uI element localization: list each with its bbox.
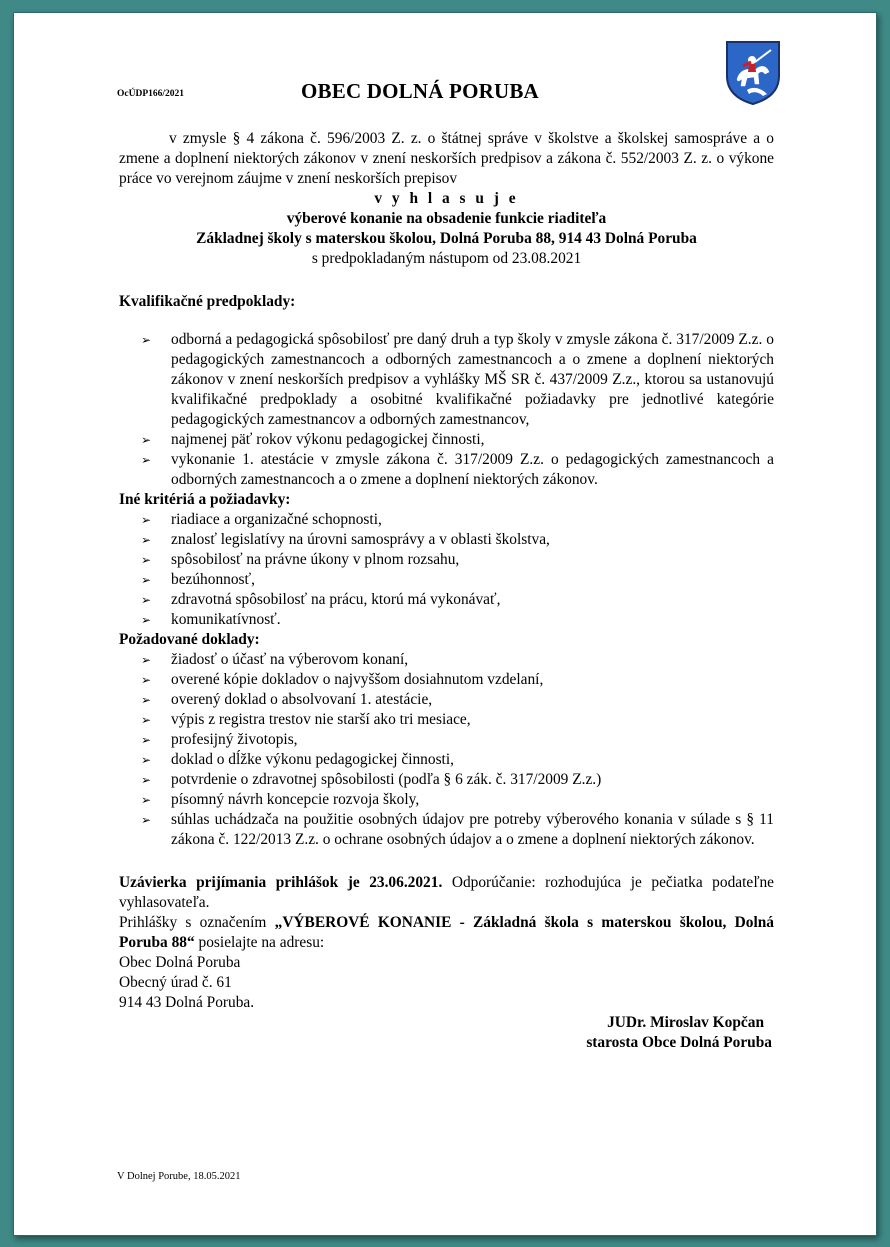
- list-item: ➢ doklad o dĺžke výkonu pedagogickej činnosti,: [119, 750, 774, 770]
- list-item: ➢ overený doklad o absolvovaní 1. atestácie,: [119, 690, 774, 710]
- heading-school: Základnej školy s materskou školou, Dolná Poruba 88, 914 43 Dolná Poruba: [196, 230, 697, 247]
- list-item: ➢ overené kópie dokladov o najvyššom dosiahnutom vzdelaní,: [119, 670, 774, 690]
- intro-paragraph: v zmysle § 4 zákona č. 596/2003 Z. z. o štátnej správe v školstve a školskej samospráve a o zmene a doplnení niektorých zákonov v znení neskorších predpisov a zákona č. 552/2003 Z. z. o výkone práce vo verejnom záujme v znení neskorších prepisov: [119, 130, 774, 187]
- submission-suffix: posielajte na adresu:: [194, 934, 325, 951]
- list-item: ➢ spôsobilosť na právne úkony v plnom rozsahu,: [119, 550, 774, 570]
- criteria-list: [119, 510, 774, 630]
- list-item: ➢ riadiace a organizačné schopnosti,: [119, 510, 774, 530]
- documents-heading: Požadované doklady:: [119, 631, 260, 648]
- submission-prefix: Prihlášky s označením: [119, 914, 275, 931]
- document-page: [13, 12, 877, 1236]
- list-item: ➢ znalosť legislatívy na úrovni samosprávy a v oblasti školstva,: [119, 530, 774, 550]
- signature-name: JUDr. Miroslav Kopčan: [607, 1014, 764, 1031]
- coat-of-arms-icon: [725, 40, 781, 106]
- list-item: ➢ komunikatívnosť.: [119, 610, 774, 630]
- deadline-paragraph: [119, 873, 774, 913]
- criteria-heading: Iné kritériá a požiadavky:: [119, 491, 291, 508]
- address-line: 914 43 Dolná Poruba.: [119, 994, 255, 1011]
- address-line: Obec Dolná Poruba: [119, 954, 241, 971]
- submission-paragraph: [119, 913, 774, 953]
- start-date: s predpokladaným nástupom od 23.08.2021: [311, 250, 582, 267]
- announces-text: v y h l a s u j e: [374, 190, 519, 207]
- list-item: ➢ bezúhonnosť,: [119, 570, 774, 590]
- signature-role: starosta Obce Dolná Poruba: [586, 1034, 772, 1051]
- list-item: ➢ odborná a pedagogická spôsobilosť pre daný druh a typ školy v zmysle zákona č. 317/2009 Z.z. o pedagogických zamestnancoch a odborných zamestnancoch a o zmene a doplnení niektorých zákonov v znení neskorších predpisov a vyhlášky MŠ SR č. 437/2009 Z.z., ktorou sa ustanovujú kvalifikačné predpoklady a osobitné kvalifikačné požiadavky pre jednotlivé kategórie pedagogických zamestnancov a odborných zamestnancov,: [119, 330, 774, 430]
- list-item: ➢ profesijný životopis,: [119, 730, 774, 750]
- list-item: ➢ výpis z registra trestov nie starší ako tri mesiace,: [119, 710, 774, 730]
- heading-position: výberové konanie na obsadenie funkcie riaditeľa: [286, 210, 607, 227]
- list-item: ➢ vykonanie 1. atestácie v zmysle zákona č. 317/2009 Z.z. o pedagogických zamestnancoch a odborných zamestnancoch a o zmene a doplnení niektorých zákonov.: [119, 450, 774, 490]
- reference-number: OcÚDP166/2021: [117, 89, 185, 99]
- list-item: ➢ najmenej päť rokov výkonu pedagogickej činnosti,: [119, 430, 774, 450]
- document-body: [119, 129, 774, 1053]
- documents-list: [119, 650, 774, 850]
- deadline-bold: Uzávierka prijímania prihlášok je 23.06.2021.: [119, 874, 443, 891]
- qualifications-list: [119, 330, 774, 490]
- page-title: OBEC DOLNÁ PORUBA: [301, 79, 539, 103]
- list-item: ➢ žiadosť o účasť na výberovom konaní,: [119, 650, 774, 670]
- place-date: V Dolnej Porube, 18.05.2021: [117, 1171, 241, 1182]
- deadline-rest: Odporúčanie: rozhodujúca je pečiatka podateľne vyhlasovateľa.: [119, 874, 774, 911]
- list-item: ➢ zdravotná spôsobilosť na prácu, ktorú má vykonávať,: [119, 590, 774, 610]
- qualifications-heading: Kvalifikačné predpoklady:: [119, 293, 296, 310]
- list-item: ➢ súhlas uchádzača na použitie osobných údajov pre potreby výberového konania v súlade s § 11 zákona č. 122/2013 Z.z. o ochrane osobných údajov a o zmene a doplnení niektorých zákonov.: [119, 810, 774, 850]
- list-item: ➢ potvrdenie o zdravotnej spôsobilosti (podľa § 6 zák. č. 317/2009 Z.z.): [119, 770, 774, 790]
- submission-label: „VÝBEROVÉ KONANIE - Základná škola s materskou školou, Dolná Poruba 88“: [119, 914, 774, 951]
- list-item: ➢ písomný návrh koncepcie rozvoja školy,: [119, 790, 774, 810]
- address-line: Obecný úrad č. 61: [119, 974, 232, 991]
